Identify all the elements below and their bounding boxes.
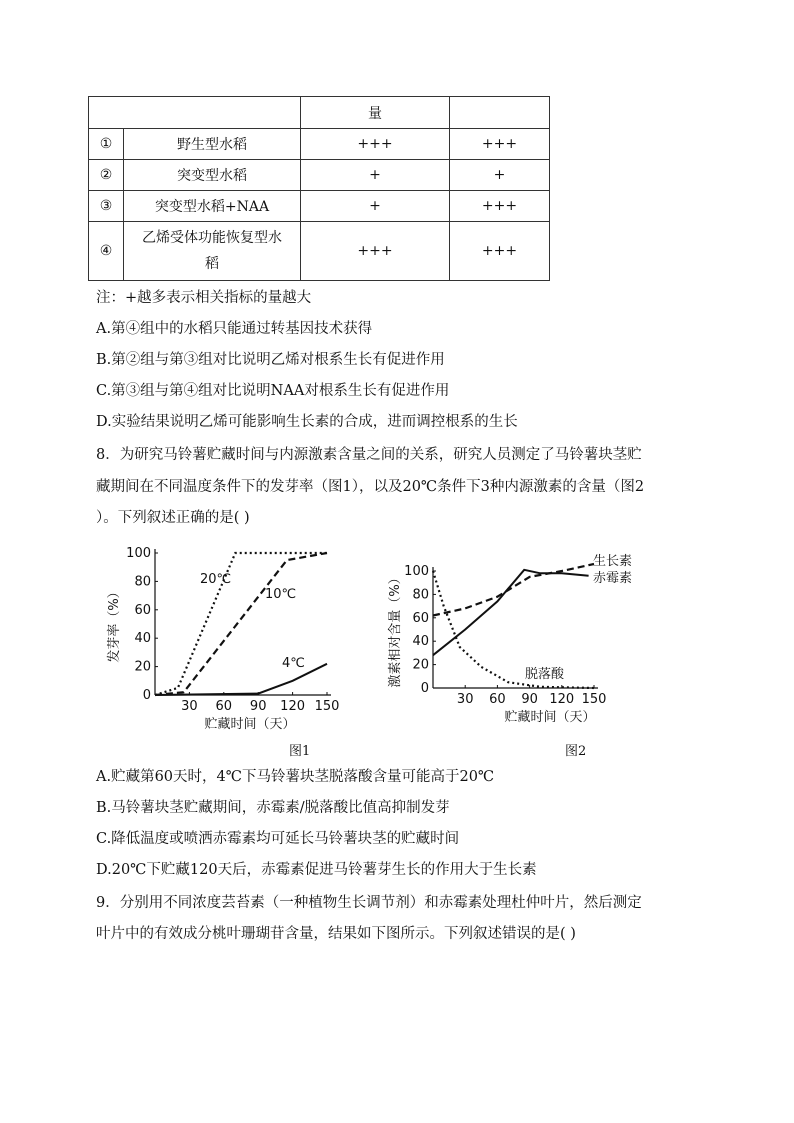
y-tick-label: 0 — [420, 681, 429, 696]
y-tick-label: 80 — [134, 574, 151, 590]
group-name: 突变型水稻+NAA — [124, 191, 301, 222]
group-number: ③ — [89, 191, 124, 222]
x-tick-label: 90 — [521, 692, 538, 707]
question-8-stem-line: ）。下列叙述正确的是( ) — [96, 510, 250, 526]
x-tick-label: 60 — [215, 699, 233, 714]
value-cell: + — [450, 160, 550, 191]
figure-1-germination-chart — [100, 540, 350, 735]
question-9-stem-line: 叶片中的有效成分桃叶珊瑚苷含量，结果如下图所示。下列叙述错误的是( ) — [96, 926, 576, 942]
series-label: 4℃ — [282, 656, 305, 671]
option-a: A.贮藏第60天时，4℃下马铃薯块茎脱落酸含量可能高于20℃ — [96, 769, 495, 785]
series-line — [155, 553, 327, 695]
value-cell: + — [301, 160, 450, 191]
table-row — [89, 191, 550, 222]
y-tick-label: 20 — [412, 657, 429, 673]
x-tick-label: 120 — [280, 699, 306, 714]
x-tick-label: 30 — [456, 692, 474, 707]
table-header-cell: 量 — [301, 97, 450, 129]
x-tick-label: 150 — [314, 699, 340, 714]
group-number: ② — [89, 160, 124, 191]
y-tick-label: 0 — [142, 688, 151, 703]
y-tick-label: 40 — [412, 634, 429, 650]
y-axis-label: 发芽率（%） — [107, 585, 122, 663]
figure-2-caption: 图2 — [565, 744, 587, 759]
table-row — [89, 222, 550, 281]
x-tick-label: 120 — [549, 692, 575, 707]
figure-2-hormone-chart — [385, 548, 685, 735]
group-number: ④ — [89, 222, 124, 281]
group-name-line: 乙烯受体功能恢复型水 — [142, 230, 282, 246]
y-axis-label: 激素相对含量（%） — [388, 571, 403, 688]
x-axis-label: 贮藏时间（天） — [504, 710, 596, 725]
table-header-cell — [89, 97, 301, 129]
group-name — [124, 222, 301, 281]
option-c: C.降低温度或喷洒赤霉素均可延长马铃薯块茎的贮藏时间 — [96, 831, 460, 847]
group-number: ① — [89, 129, 124, 160]
series-line — [433, 564, 594, 616]
x-axis-label: 贮藏时间（天） — [204, 717, 296, 732]
series-label: 赤霉素 — [593, 571, 633, 586]
y-tick-label: 80 — [412, 587, 429, 603]
value-cell: +++ — [450, 129, 550, 160]
value-cell: +++ — [450, 191, 550, 222]
group-name: 突变型水稻 — [124, 160, 301, 191]
option-c: C.第③组与第④组对比说明NAA对根系生长有促进作用 — [96, 383, 450, 399]
table-note: 注：+越多表示相关指标的量越大 — [96, 290, 312, 306]
question-9-stem-line: 9．分别用不同浓度芸苔素（一种植物生长调节剂）和赤霉素处理杜仲叶片，然后测定 — [96, 895, 642, 911]
series-line — [433, 570, 589, 655]
y-tick-label: 40 — [134, 631, 151, 647]
x-tick-label: 60 — [489, 692, 506, 707]
series-label: 10℃ — [265, 587, 297, 602]
results-table — [88, 96, 550, 281]
value-cell: +++ — [450, 222, 550, 281]
table-row — [89, 160, 550, 191]
y-tick-label: 20 — [134, 659, 151, 675]
x-tick-label: 150 — [581, 692, 607, 707]
series-line — [155, 553, 327, 695]
option-d: D.20℃下贮藏120天后，赤霉素促进马铃薯芽生长的作用大于生长素 — [96, 862, 537, 878]
series-label: 20℃ — [200, 572, 232, 587]
value-cell: +++ — [301, 222, 450, 281]
option-d: D.实验结果说明乙烯可能影响生长素的合成，进而调控根系的生长 — [96, 414, 518, 430]
x-tick-label: 90 — [249, 699, 267, 714]
group-name-line: 稻 — [205, 256, 219, 272]
question-8-stem-line: 藏期间在不同温度条件下的发芽率（图1），以及20℃条件下3种内源激素的含量（图2 — [96, 479, 645, 495]
y-tick-label: 60 — [134, 602, 151, 618]
option-b: B.马铃薯块茎贮藏期间，赤霉素/脱落酸比值高抑制发芽 — [96, 800, 450, 816]
option-b: B.第②组与第③组对比说明乙烯对根系生长有促进作用 — [96, 352, 445, 368]
series-label: 脱落酸 — [525, 667, 565, 682]
y-tick-label: 100 — [126, 546, 151, 561]
series-label: 生长素 — [593, 554, 633, 569]
figure-1-caption: 图1 — [289, 744, 311, 759]
x-tick-label: 30 — [181, 699, 198, 714]
table-header-cell — [450, 97, 550, 129]
option-a: A.第④组中的水稻只能通过转基因技术获得 — [96, 321, 373, 337]
question-8-stem-line: 8．为研究马铃薯贮藏时间与内源激素含量之间的关系，研究人员测定了马铃薯块茎贮 — [96, 447, 642, 463]
series-line — [433, 571, 594, 688]
table-header-row — [89, 97, 550, 129]
y-tick-label: 100 — [404, 564, 429, 579]
value-cell: +++ — [301, 129, 450, 160]
table-row — [89, 129, 550, 160]
value-cell: + — [301, 191, 450, 222]
y-tick-label: 60 — [412, 610, 429, 626]
group-name: 野生型水稻 — [124, 129, 301, 160]
